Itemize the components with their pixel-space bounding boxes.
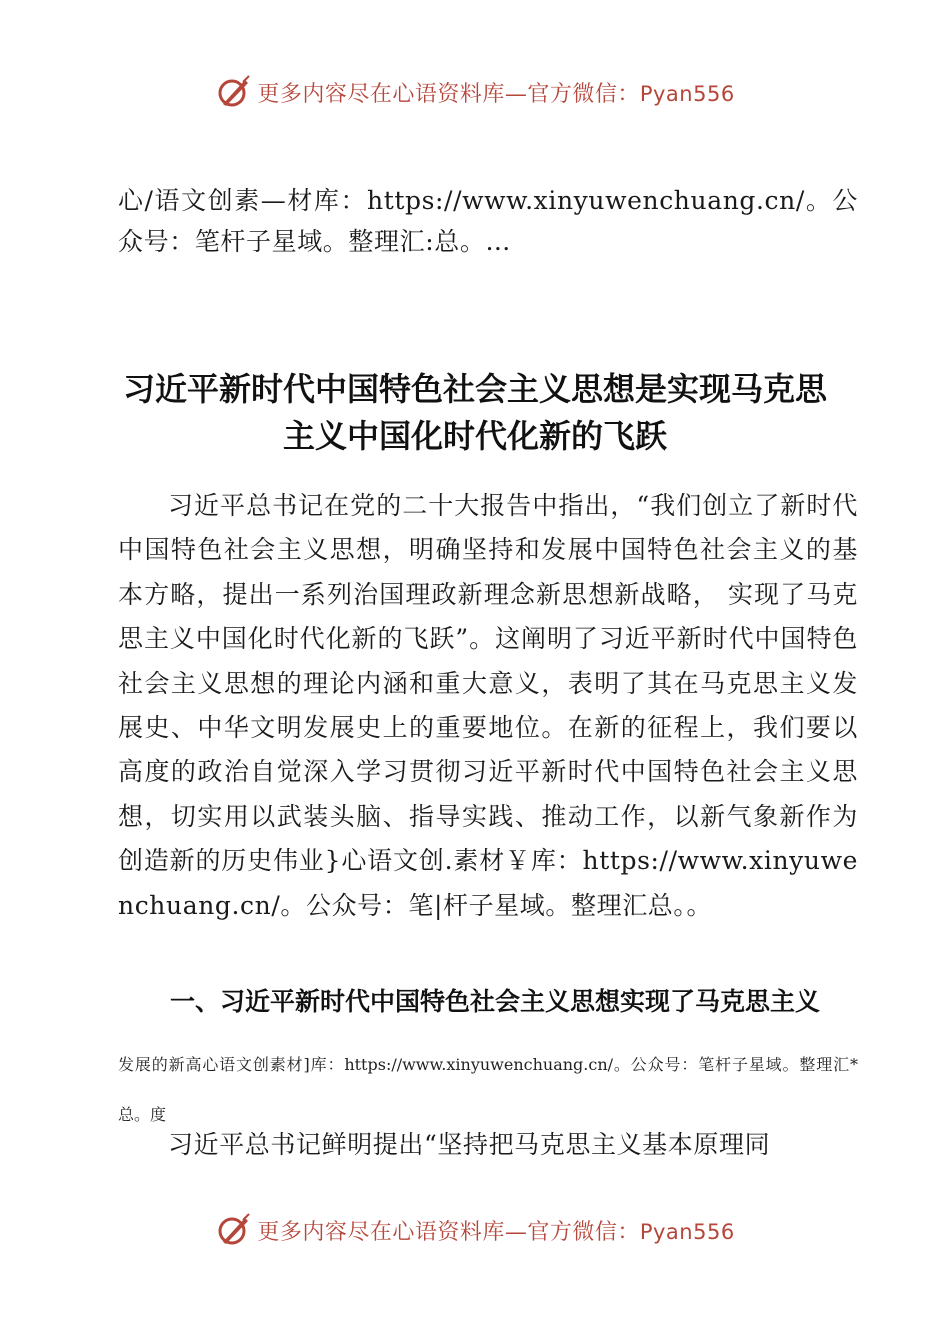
heading-continuation: 发展的新高心语文创素材]库：https://www.xinyuwenchuang.cn/。公众号：笔杆子星域。整理汇*总。度 bbox=[118, 1055, 858, 1124]
watermark-text: 更多内容尽在心语资料库—官方微信：Pyan556 bbox=[257, 1219, 735, 1245]
header-watermark bbox=[0, 72, 950, 112]
intro-text: 心/语文创素—材库：https://www.xinyuwenchuang.cn/。公众号：笔杆子星域。整理汇:总。… bbox=[118, 186, 858, 256]
paragraph-1: 习近平总书记在党的二十大报告中指出，“我们创立了新时代中国特色社会主义思想，明确坚持和发展中国特色社会主义的基本方略，提出一系列治国理政新理念新思想新战略， 实现了马克思主义中国化时代化新的飞跃”。这阐明了习近平新时代中国特色社会主义思想的理论内涵和重大意义，表明了其在马克思主义发展史、中华文明发展史上的重要地位。在新的征程上，我们要以高度的政治自觉深入学习贯彻习近平新时代中国特色社会主义思想，切实用以武装头脑、指导实践、推动工作，以新气象新作为创造新的历史伟业}心语文创.素材￥库：https://www.xinyuwenchuang.cn/。公众号：笔|杆子星域。整理汇总。。 bbox=[118, 491, 858, 920]
footer-watermark bbox=[0, 1210, 950, 1250]
watermark-text: 更多内容尽在心语资料库—官方微信：Pyan556 bbox=[257, 81, 735, 107]
paragraph-2: 习近平总书记鲜明提出“坚持把马克思主义基本原理同 bbox=[168, 1130, 771, 1159]
pen-logo-icon bbox=[215, 1212, 251, 1248]
document-title: 习近平新时代中国特色社会主义思想是实现马克思主义中国化时代化新的飞跃 bbox=[122, 370, 827, 455]
section-heading-1: 一、习近平新时代中国特色社会主义思想实现了马克思主义 bbox=[170, 987, 821, 1016]
pen-logo-icon bbox=[215, 74, 251, 110]
